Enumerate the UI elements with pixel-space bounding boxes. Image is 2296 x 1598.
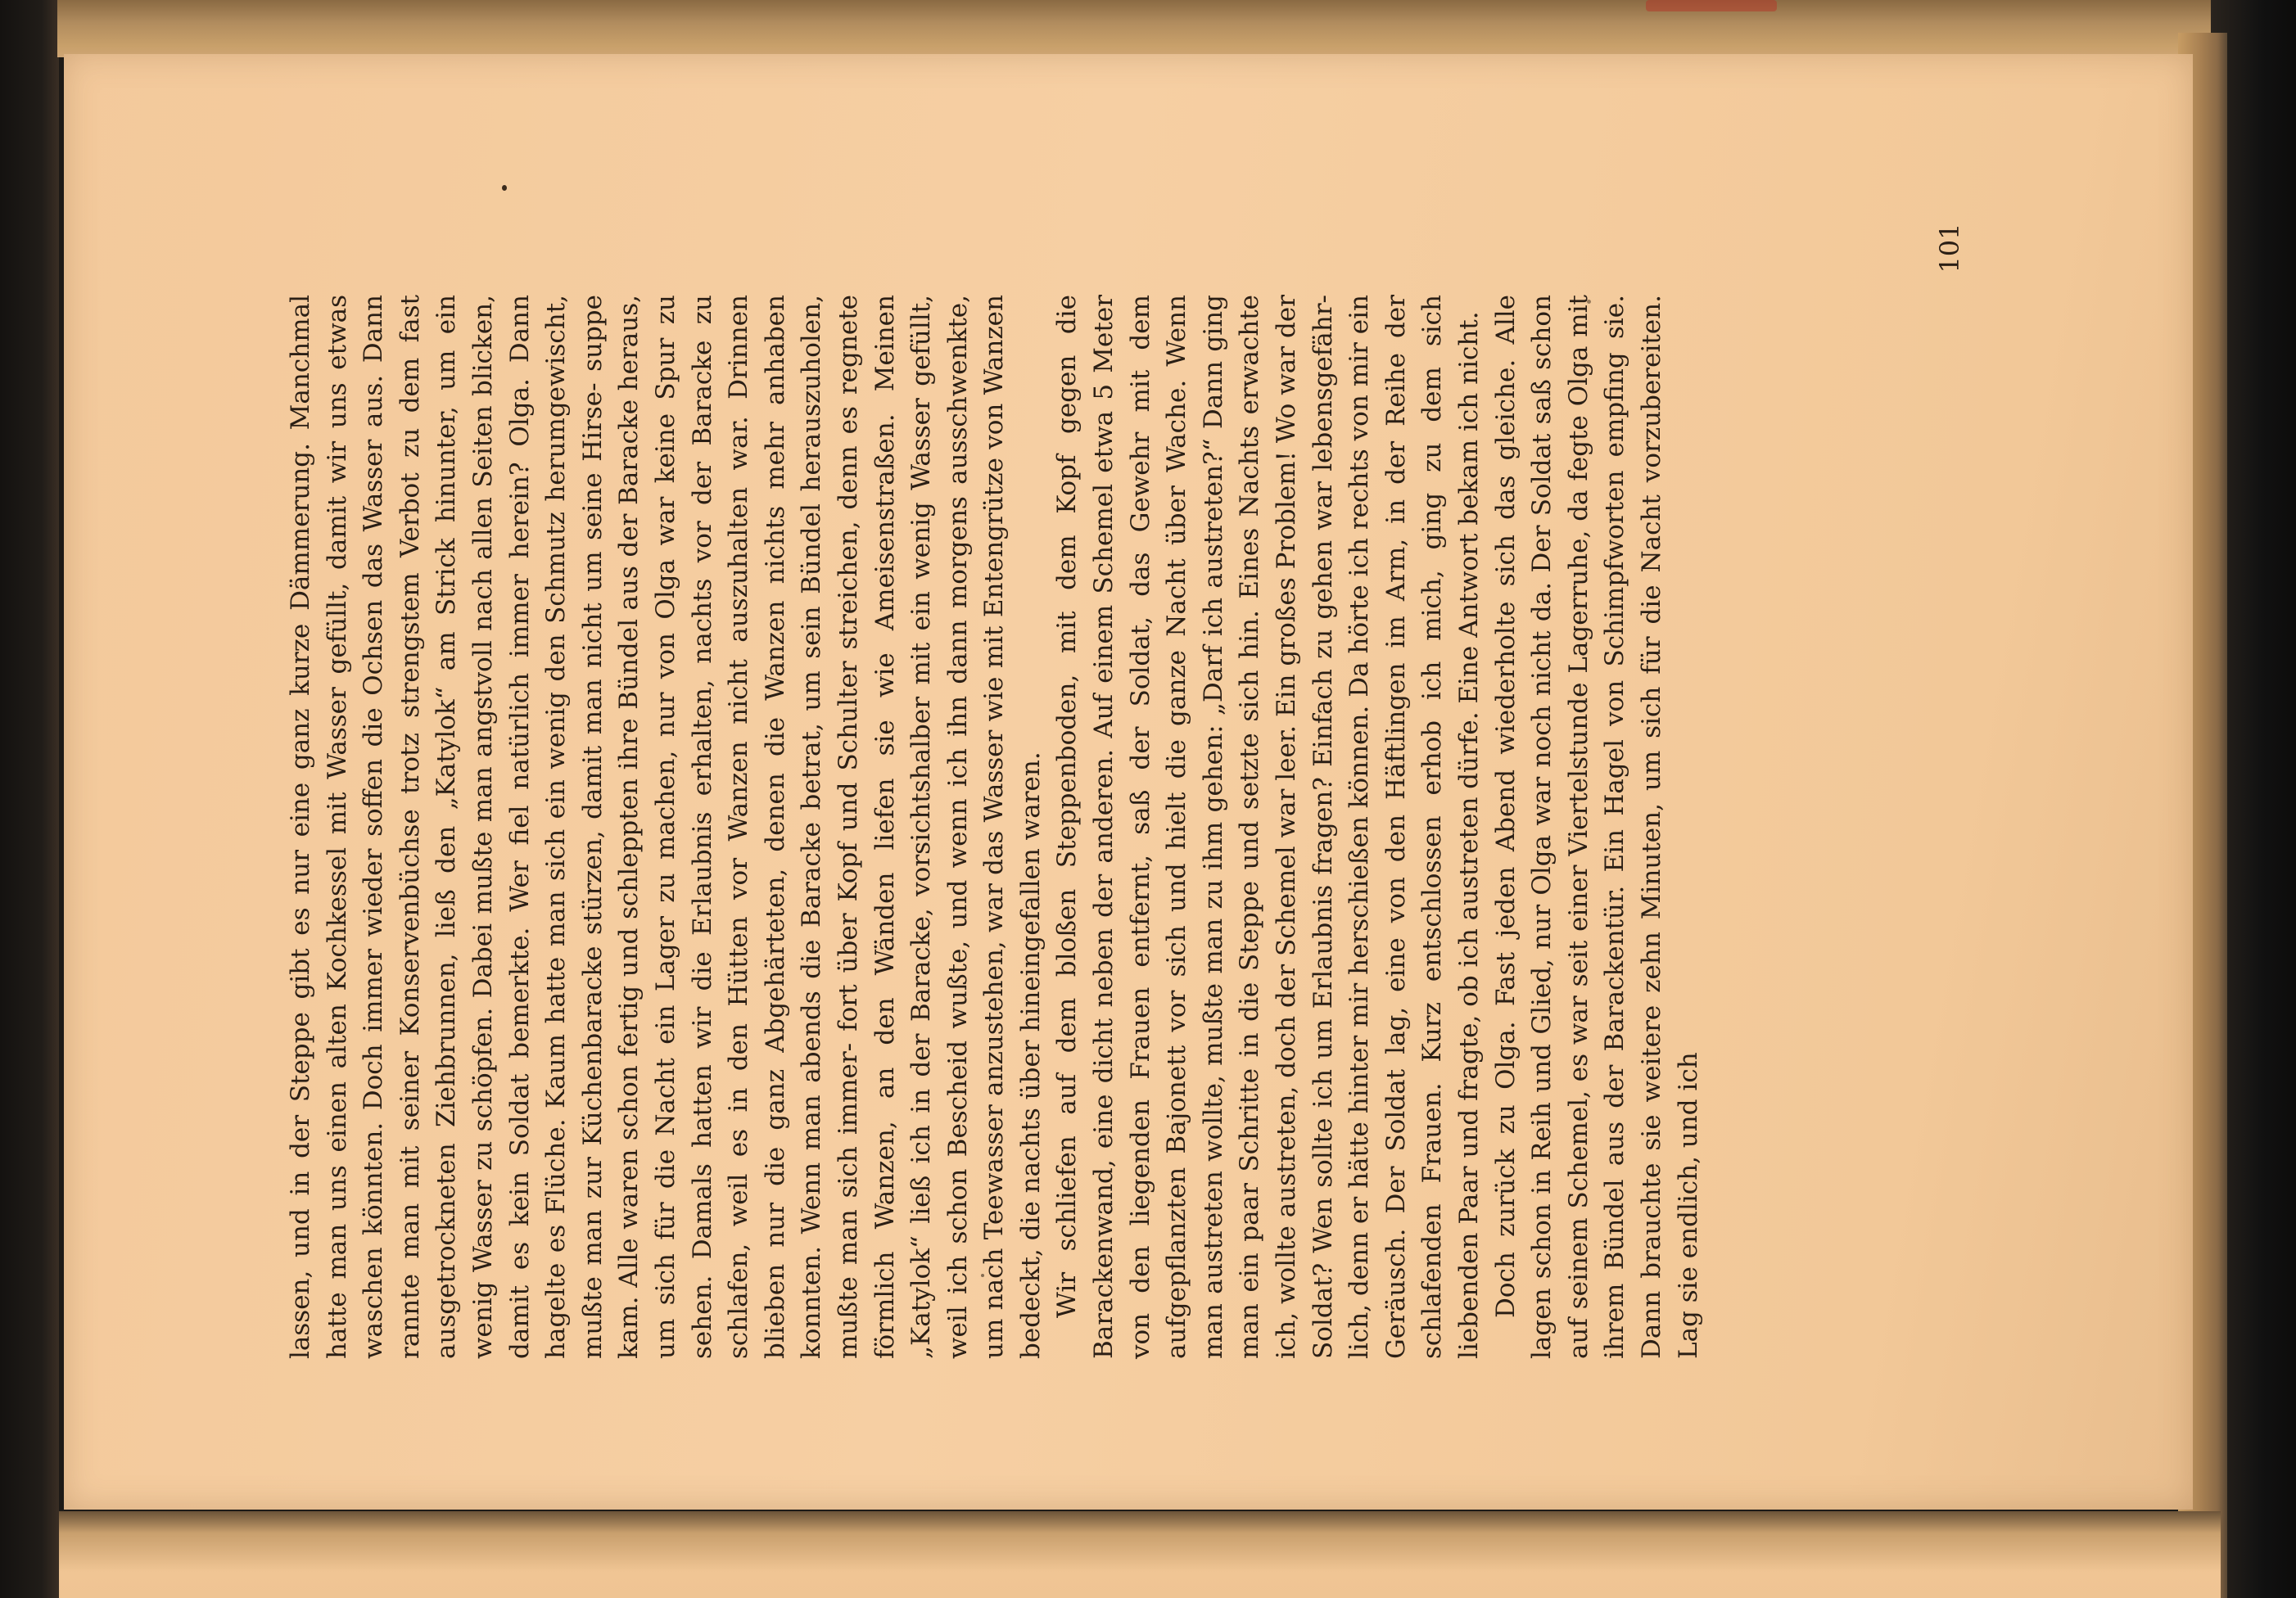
- book-bottom-edge: [59, 1511, 2221, 1598]
- text-line: suppe kam. Alle waren schon fertig und schleppten ihre Bündel aus der: [577, 295, 644, 1359]
- scan-background-left: [0, 0, 59, 1598]
- text-line: ich in der Baracke, vorsichtshalber mit ein wenig Wasser gefüllt, weil ich: [906, 294, 973, 1359]
- text-line: die Barackenwand, eine dicht neben der anderen. Auf einem Schemel: [1052, 295, 1119, 1359]
- text-line: Nacht über Wache. Wenn man austreten wollte, mußte man zu ihm: [1162, 294, 1228, 1359]
- rotated-text-block: [282, 295, 1953, 1359]
- text-line: lich, denn er hätte hinter mir herschießen können. Da hörte ich rechts: [1345, 449, 1375, 1359]
- text-line: in der Reihe der schlafenden Frauen. Kurz entschlossen erhob ich mich,: [1381, 295, 1448, 1359]
- text-line: Hagel von Schimpfworten empfing sie. Dann brauchte sie weitere zehn: [1600, 295, 1666, 1359]
- text-line: trotz strengstem Verbot zu dem fast ausgetrockneten Ziehbrunnen, ließ: [395, 295, 462, 1359]
- text-line: denen die Wanzen nichts mehr anhaben konnten. Wenn man abends: [760, 295, 827, 1359]
- text-line: lassen, und in der Steppe gibt es nur eine ganz kurze Dämmerung.: [286, 443, 315, 1359]
- red-edge-mark: [1646, 0, 1777, 11]
- text-line: Steppe und setzte sich hin. Eines Nachts erwachte ich, wollte austreten,: [1235, 295, 1302, 1359]
- text-line: Wen sollte ich um Erlaubnis fragen? Einfach zu gehen war lebensgefähr-: [1308, 295, 1338, 1253]
- text-line: die Baracke betrat, um sein Bündel herauszuholen, mußte man sich immer-: [797, 295, 863, 1359]
- text-line: Soldat saß schon auf seinem Schemel, es war seit einer Viertelstunde: [1527, 295, 1593, 1359]
- paragraph-1: [282, 295, 1049, 1359]
- text-line: um nach Teewasser anzustehen, war das Wasser wie mit Entengrütze von: [979, 403, 1010, 1359]
- text-line: gehen: „Darf ich austreten?“ Dann ging man ein paar Schritte in die: [1198, 295, 1265, 1359]
- page-number: 101: [1934, 223, 1965, 273]
- text-line: Manchmal hatte man uns einen alten Kochkessel mit Wasser gefüllt,: [286, 295, 352, 1359]
- text-line: Ochsen das Wasser aus. Dann rannte man mit seiner Konservenbüchse: [359, 295, 425, 1359]
- text-line: nachts vor der Baracke zu schlafen, weil es in den Hütten vor Wanzen: [687, 295, 754, 1359]
- text-line: von mir ein Geräusch. Der Soldat lag, eine von den Häftlingen im Arm,: [1345, 295, 1411, 1359]
- text-line: Baracke heraus, um sich für die Nacht ein Lager zu machen, nur von: [614, 294, 680, 1359]
- text-line: Dabei mußte man angstvoll nach allen Seiten blicken, damit es kein: [468, 295, 535, 1359]
- text-line: Alle lagen schon in Reih und Glied, nur Olga war noch nicht da. Der: [1490, 295, 1557, 1359]
- text-line: Soldat bemerkte. Wer fiel natürlich immer herein? Olga. Dann hagelte: [504, 295, 572, 1359]
- text-line: an den Wänden liefen sie wie Ameisenstraßen. Meinen „Katylok“ ließ: [870, 295, 937, 1359]
- text-line: fort über Kopf und Schulter streichen, denn es regnete förmlich Wanzen,: [833, 295, 900, 1359]
- text-line: doch der Schemel war leer. Ein großes Problem! Wo war der Soldat?: [1272, 295, 1338, 1359]
- text-line: Olga war keine Spur zu sehen. Damals hatten wir die Erlaubnis erhalten,: [650, 295, 717, 1359]
- text-line: ging zu dem sich liebenden Paar und fragte, ob ich austreten dürfe. Eine: [1417, 295, 1484, 1359]
- ink-spot: [502, 185, 507, 191]
- text-line: schon Bescheid wußte, und wenn ich ihn dann morgens ausschwenkte,: [942, 295, 973, 1244]
- text-line: es Flüche. Kaum hatte man sich ein wenig den Schmutz herumgewischt,: [541, 295, 572, 1253]
- text-line: Wanzen bedeckt, die nachts über hineingefallen waren.: [979, 295, 1046, 1359]
- text-line: nicht auszuhalten war. Drinnen blieben nur die ganz Abgehärteten,: [724, 294, 790, 1359]
- text-line: Gewehr mit dem aufgepflanzten Bajonett vor sich und hielt die ganze: [1125, 295, 1192, 1359]
- text-line: Lagerruhe, da fegte Olga mit ihrem Bündel aus der Barackentür. Ein: [1563, 295, 1630, 1359]
- text-line: mußte man zur Küchenbaracke stürzen, damit man nicht um seine Hirse-: [577, 382, 608, 1359]
- text-line: den „Katylok“ am Strick hinunter, um ein wenig Wasser zu schöpfen.: [432, 294, 498, 1359]
- text-line: Wir schliefen auf dem bloßen Steppenboden, mit dem Kopf gegen: [1052, 354, 1082, 1318]
- paragraph-3: [1488, 295, 1707, 1359]
- text-line: Doch zurück zu Olga. Fast jeden Abend wiederholte sich das gleiche.: [1490, 359, 1521, 1318]
- text-line: Minuten, um sich für die Nacht vorzubereiten. Lag sie endlich, und ich: [1636, 295, 1703, 1359]
- book-top-edge: [57, 0, 2235, 57]
- text-line: damit wir uns etwas waschen könnten. Doch immer wieder soffen die: [322, 295, 389, 1359]
- text-line: etwa 5 Meter von den liegenden Frauen entfernt, saß der Soldat, das: [1089, 295, 1155, 1359]
- text-line: Antwort bekam ich nicht.: [1454, 311, 1484, 638]
- paragraph-2: [1049, 295, 1487, 1359]
